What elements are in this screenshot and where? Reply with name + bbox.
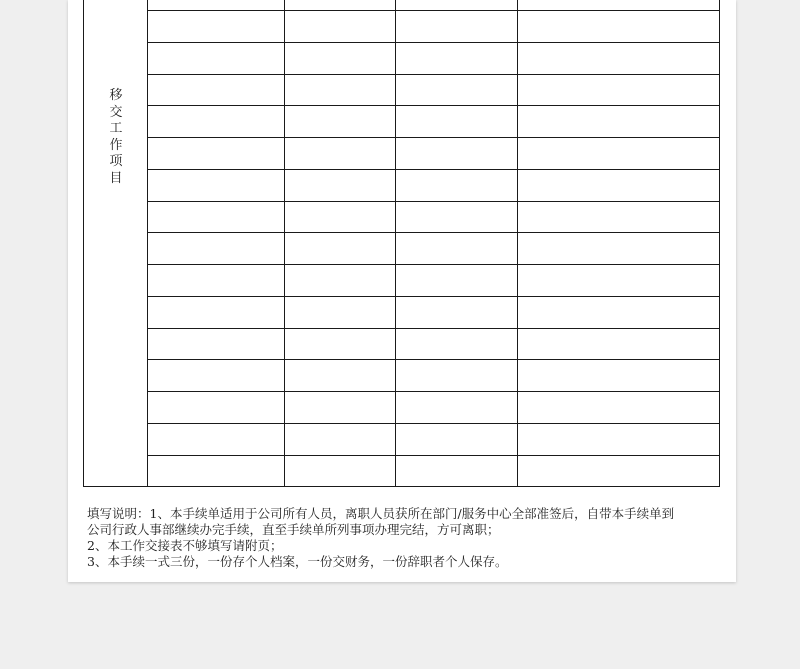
table-row <box>148 10 719 43</box>
document-page <box>68 0 736 582</box>
fill-instructions <box>87 506 727 570</box>
table-row <box>148 423 719 456</box>
section-label-cell <box>84 0 148 486</box>
note-line: 3、本手续一式三份，一份存个人档案，一份交财务，一份辞职者个人保存。 <box>87 554 508 569</box>
table-row <box>148 201 719 233</box>
handover-table <box>83 0 720 487</box>
table-row <box>148 42 719 75</box>
note-line: 2、本工作交接表不够填写请附页； <box>87 538 283 553</box>
note-line: 公司行政人事部继续办完手续，直至手续单所列事项办理完结，方可离职； <box>87 522 500 537</box>
table-row <box>148 391 719 424</box>
table-body <box>148 0 719 486</box>
table-row <box>148 296 719 329</box>
table-row <box>148 169 719 202</box>
table-row <box>148 264 719 297</box>
table-row <box>148 105 719 138</box>
table-row <box>148 359 719 392</box>
note-line: 填写说明：1、本手续单适用于公司所有人员，离职人员获所在部门/服务中心全部准签后，自带本手续单到 <box>87 506 675 521</box>
table-row <box>148 137 719 170</box>
table-row <box>148 232 719 265</box>
table-row <box>148 74 719 106</box>
table-row <box>148 328 719 360</box>
section-label: 移 交 工 作 项 目 <box>109 88 123 186</box>
